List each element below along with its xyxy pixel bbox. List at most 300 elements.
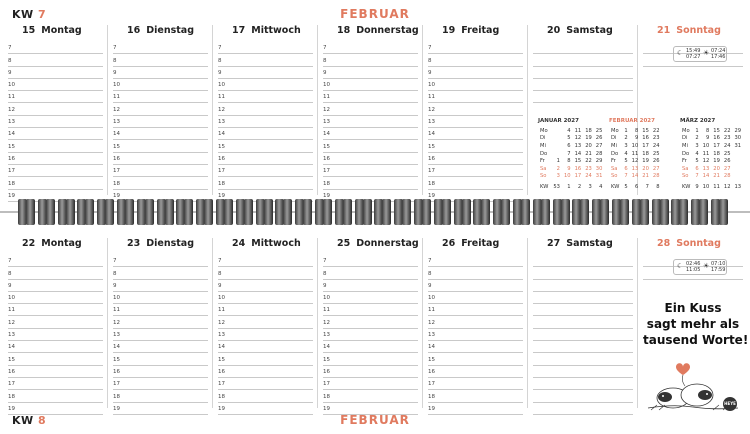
hour-label: 9 bbox=[218, 282, 222, 289]
hour-line[interactable] bbox=[8, 41, 103, 54]
spiral-coil bbox=[264, 199, 273, 225]
calendar-day: 17 bbox=[713, 142, 720, 149]
hour-line[interactable] bbox=[323, 66, 418, 79]
spiral-coil bbox=[165, 199, 174, 225]
hour-label: 10 bbox=[8, 82, 15, 89]
mini-calendar-title: FEBRUAR 2027 bbox=[609, 118, 655, 124]
hour-label: 16 bbox=[428, 368, 435, 375]
day-name: Sonntag bbox=[676, 238, 721, 249]
hour-line[interactable] bbox=[8, 352, 103, 365]
hour-line[interactable] bbox=[218, 303, 313, 316]
hour-line[interactable] bbox=[218, 291, 313, 304]
note-line[interactable] bbox=[533, 352, 633, 365]
hour-line[interactable] bbox=[428, 303, 523, 316]
note-line[interactable] bbox=[533, 365, 633, 378]
hour-line[interactable] bbox=[8, 164, 103, 177]
calendar-day: 25 bbox=[595, 127, 603, 134]
hour-line[interactable] bbox=[323, 139, 418, 152]
hour-line[interactable] bbox=[218, 139, 313, 152]
hour-label: 18 bbox=[8, 180, 15, 187]
mini-calendar bbox=[609, 118, 662, 191]
hour-line[interactable] bbox=[323, 389, 418, 402]
note-line[interactable] bbox=[533, 340, 633, 353]
hour-line[interactable] bbox=[323, 266, 418, 279]
hour-line[interactable] bbox=[428, 352, 523, 365]
calendar-day: 1 bbox=[624, 127, 628, 134]
day-column bbox=[428, 238, 523, 412]
hour-label: 7 bbox=[323, 258, 327, 265]
spiral-coil bbox=[66, 199, 75, 225]
hour-label: 18 bbox=[113, 393, 120, 400]
hour-label: 16 bbox=[218, 368, 225, 375]
hour-line[interactable] bbox=[113, 328, 208, 341]
calendar-day: 15 bbox=[713, 127, 720, 134]
day-column bbox=[218, 25, 313, 199]
hour-line[interactable] bbox=[218, 164, 313, 177]
hour-line[interactable] bbox=[323, 291, 418, 304]
hour-line[interactable] bbox=[323, 127, 418, 140]
calendar-day: 12 bbox=[702, 158, 710, 165]
hour-line[interactable] bbox=[428, 41, 523, 54]
hour-line[interactable] bbox=[113, 103, 208, 116]
hour-line[interactable] bbox=[8, 291, 103, 304]
moonrise-time: 02:46 bbox=[686, 261, 701, 267]
hour-line[interactable] bbox=[113, 90, 208, 103]
day-column bbox=[323, 25, 419, 199]
day-header bbox=[428, 238, 499, 254]
hour-line[interactable] bbox=[428, 266, 523, 279]
hour-line[interactable] bbox=[323, 365, 418, 378]
hour-line[interactable] bbox=[428, 340, 523, 353]
hour-label: 8 bbox=[218, 270, 222, 277]
hour-line[interactable] bbox=[8, 53, 103, 66]
calendar-day: 31 bbox=[734, 142, 742, 149]
calendar-day: 9 bbox=[705, 135, 710, 142]
hour-line[interactable] bbox=[218, 389, 313, 402]
calendar-day: 7 bbox=[695, 173, 699, 180]
calendar-day: 5 bbox=[695, 158, 699, 165]
spiral-coil bbox=[204, 199, 213, 225]
hour-label: 19 bbox=[8, 405, 15, 412]
hour-line[interactable] bbox=[218, 340, 313, 353]
hour-line[interactable] bbox=[113, 303, 208, 316]
weekday-label: Di bbox=[611, 135, 617, 142]
hour-label: 18 bbox=[8, 393, 15, 400]
hour-line[interactable] bbox=[8, 127, 103, 140]
calendar-day: 2 bbox=[556, 165, 560, 172]
hour-line[interactable] bbox=[323, 53, 418, 66]
hour-line[interactable] bbox=[8, 303, 103, 316]
hour-line[interactable] bbox=[428, 389, 523, 402]
hour-line[interactable] bbox=[218, 152, 313, 165]
calendar-day: 9 bbox=[634, 135, 639, 142]
hour-line[interactable] bbox=[428, 164, 523, 177]
calendar-day: 10 bbox=[631, 142, 639, 149]
spiral-binding bbox=[0, 199, 750, 225]
calendar-day: 29 bbox=[595, 158, 603, 165]
hour-line[interactable] bbox=[428, 291, 523, 304]
hour-label: 16 bbox=[323, 368, 330, 375]
calendar-day bbox=[551, 135, 562, 143]
hour-label: 10 bbox=[113, 295, 120, 302]
hour-line[interactable] bbox=[323, 164, 418, 177]
hour-line[interactable] bbox=[8, 66, 103, 79]
hour-line[interactable] bbox=[323, 90, 418, 103]
hour-label: 8 bbox=[113, 57, 117, 64]
hour-label: 19 bbox=[428, 192, 435, 199]
note-line[interactable] bbox=[533, 41, 633, 54]
day-header bbox=[113, 238, 194, 254]
calendar-day: 18 bbox=[713, 150, 720, 157]
hour-line[interactable] bbox=[323, 279, 418, 292]
calendar-day: 11 bbox=[702, 150, 710, 157]
hour-label: 18 bbox=[323, 180, 330, 187]
moonrise-time: 15:49 bbox=[686, 48, 701, 54]
hour-label: 17 bbox=[8, 381, 15, 388]
day-date: 21 bbox=[657, 25, 671, 36]
hour-label: 11 bbox=[323, 94, 330, 101]
month-title-top: FEBRUAR bbox=[340, 7, 410, 21]
week-number: 7 bbox=[645, 183, 649, 190]
calendar-day: 13 bbox=[574, 142, 582, 149]
hour-line[interactable] bbox=[113, 254, 208, 267]
spiral-coil bbox=[26, 199, 35, 225]
note-line[interactable] bbox=[533, 316, 633, 329]
hour-line[interactable] bbox=[8, 254, 103, 267]
note-line[interactable] bbox=[533, 53, 633, 66]
weekday-label: Mo bbox=[540, 127, 548, 134]
hour-line[interactable] bbox=[323, 340, 418, 353]
hour-line[interactable] bbox=[8, 328, 103, 341]
calendar-day: 14 bbox=[631, 173, 639, 180]
hour-label: 14 bbox=[113, 344, 120, 351]
hour-line[interactable] bbox=[323, 176, 418, 189]
hour-label: 17 bbox=[428, 168, 435, 175]
calendar-day: 25 bbox=[652, 150, 660, 157]
mini-calendar bbox=[680, 118, 743, 191]
hour-label: 10 bbox=[323, 295, 330, 302]
hour-line[interactable] bbox=[113, 152, 208, 165]
spiral-coil bbox=[462, 199, 471, 225]
calendar-day: 21 bbox=[642, 173, 649, 180]
hour-line[interactable] bbox=[323, 352, 418, 365]
hour-line[interactable] bbox=[218, 352, 313, 365]
hour-line[interactable] bbox=[428, 53, 523, 66]
month-title-bottom: FEBRUAR bbox=[340, 413, 410, 427]
hour-line[interactable] bbox=[218, 254, 313, 267]
day-date: 28 bbox=[657, 238, 671, 249]
day-column bbox=[8, 25, 103, 199]
spiral-coil bbox=[481, 199, 490, 225]
hour-line[interactable] bbox=[113, 340, 208, 353]
hour-line[interactable] bbox=[218, 90, 313, 103]
column-divider bbox=[527, 238, 528, 408]
calendar-day: 6 bbox=[695, 165, 699, 172]
calendar-day: 5 bbox=[567, 135, 571, 142]
spiral-coil bbox=[541, 199, 550, 225]
hour-label: 17 bbox=[323, 168, 330, 175]
week-number: 2 bbox=[577, 183, 582, 190]
hour-label: 9 bbox=[428, 282, 432, 289]
calendar-day: 18 bbox=[642, 150, 649, 157]
hour-line[interactable] bbox=[113, 279, 208, 292]
hour-line[interactable] bbox=[113, 139, 208, 152]
hour-line[interactable] bbox=[428, 365, 523, 378]
calendar-day: 20 bbox=[585, 142, 592, 149]
hour-label: 13 bbox=[218, 119, 225, 126]
hour-line[interactable] bbox=[113, 266, 208, 279]
calendar-day bbox=[551, 150, 562, 158]
hour-line[interactable] bbox=[218, 266, 313, 279]
hour-line[interactable] bbox=[113, 176, 208, 189]
quote-line: Ein Kuss bbox=[664, 301, 722, 315]
hour-line[interactable] bbox=[113, 115, 208, 128]
spiral-coil bbox=[580, 199, 589, 225]
calendar-day: 26 bbox=[723, 158, 731, 165]
day-header bbox=[218, 238, 301, 254]
week-number: 4 bbox=[599, 183, 603, 190]
hour-line[interactable] bbox=[323, 303, 418, 316]
hour-line[interactable] bbox=[113, 389, 208, 402]
hour-line[interactable] bbox=[428, 115, 523, 128]
day-date: 26 bbox=[442, 238, 456, 249]
calendar-day: 3 bbox=[624, 142, 628, 149]
hour-line[interactable] bbox=[428, 152, 523, 165]
hour-label: 18 bbox=[113, 180, 120, 187]
spiral-coil bbox=[224, 199, 233, 225]
hour-label: 10 bbox=[218, 295, 225, 302]
week-number: 3 bbox=[588, 183, 592, 190]
calendar-day: 26 bbox=[595, 135, 603, 142]
note-line[interactable] bbox=[533, 254, 633, 267]
hour-line[interactable] bbox=[218, 365, 313, 378]
calendar-day: 29 bbox=[734, 127, 742, 134]
hour-label: 15 bbox=[8, 143, 15, 150]
hour-line[interactable] bbox=[113, 41, 208, 54]
kw-label: KW bbox=[540, 183, 549, 190]
day-date: 20 bbox=[547, 25, 561, 36]
hour-line[interactable] bbox=[113, 78, 208, 91]
hour-line[interactable] bbox=[218, 78, 313, 91]
calendar-day: 23 bbox=[723, 135, 731, 142]
note-line[interactable] bbox=[533, 279, 633, 292]
calendar-day: 26 bbox=[652, 158, 660, 165]
publisher-logo: HEYE bbox=[723, 397, 737, 411]
day-date: 23 bbox=[127, 238, 141, 249]
hour-line[interactable] bbox=[8, 176, 103, 189]
calendar-day: 20 bbox=[642, 165, 649, 172]
hour-line[interactable] bbox=[218, 328, 313, 341]
note-line[interactable] bbox=[533, 90, 633, 103]
day-name: Mittwoch bbox=[251, 238, 301, 249]
spiral-coil bbox=[521, 199, 530, 225]
hour-label: 13 bbox=[8, 332, 15, 339]
hour-label: 15 bbox=[218, 356, 225, 363]
hour-line[interactable] bbox=[8, 90, 103, 103]
weekday-label: Mi bbox=[540, 142, 546, 149]
calendar-day: 15 bbox=[574, 158, 582, 165]
hour-label: 9 bbox=[428, 69, 432, 76]
calendar-day: 14 bbox=[574, 150, 582, 157]
hour-line[interactable] bbox=[8, 377, 103, 390]
hour-line[interactable] bbox=[8, 316, 103, 329]
day-header bbox=[8, 25, 82, 41]
hour-line[interactable] bbox=[8, 103, 103, 116]
note-line[interactable] bbox=[533, 266, 633, 279]
spiral-coil bbox=[244, 199, 253, 225]
hour-line[interactable] bbox=[323, 328, 418, 341]
hour-line[interactable] bbox=[428, 127, 523, 140]
calendar-day bbox=[733, 150, 744, 158]
hour-label: 14 bbox=[218, 131, 225, 138]
hour-line[interactable] bbox=[113, 352, 208, 365]
note-line[interactable] bbox=[533, 66, 633, 79]
day-column bbox=[113, 238, 208, 412]
hour-label: 15 bbox=[323, 356, 330, 363]
day-column bbox=[323, 238, 419, 412]
hour-line[interactable] bbox=[8, 266, 103, 279]
hour-line[interactable] bbox=[113, 291, 208, 304]
calendar-day: 16 bbox=[642, 135, 649, 142]
calendar-day: 31 bbox=[595, 173, 603, 180]
hour-line[interactable] bbox=[8, 365, 103, 378]
hour-line[interactable] bbox=[218, 41, 313, 54]
column-divider bbox=[637, 238, 638, 408]
day-name: Samstag bbox=[566, 238, 613, 249]
hour-line[interactable] bbox=[218, 377, 313, 390]
note-line[interactable] bbox=[533, 78, 633, 91]
hour-line[interactable] bbox=[113, 316, 208, 329]
hour-line[interactable] bbox=[428, 90, 523, 103]
hour-label: 13 bbox=[428, 119, 435, 126]
day-name: Montag bbox=[41, 25, 82, 36]
calendar-day: 1 bbox=[695, 127, 699, 134]
calendar-day bbox=[733, 173, 744, 181]
spiral-coil bbox=[402, 199, 411, 225]
week-number: 12 bbox=[723, 183, 731, 190]
hour-line[interactable] bbox=[8, 279, 103, 292]
hour-line[interactable] bbox=[218, 279, 313, 292]
spiral-coil bbox=[85, 199, 94, 225]
hour-label: 7 bbox=[8, 258, 12, 265]
hour-line[interactable] bbox=[218, 127, 313, 140]
hour-line[interactable] bbox=[323, 115, 418, 128]
hour-line[interactable] bbox=[428, 66, 523, 79]
sunrise-time: 07:24 bbox=[711, 48, 726, 54]
hour-line[interactable] bbox=[323, 254, 418, 267]
kw-label: KW bbox=[12, 8, 34, 21]
note-line[interactable] bbox=[533, 328, 633, 341]
hour-line[interactable] bbox=[113, 53, 208, 66]
hour-line[interactable] bbox=[8, 152, 103, 165]
hour-line[interactable] bbox=[8, 115, 103, 128]
kw-number: 7 bbox=[38, 8, 47, 21]
weekday-label: Mo bbox=[682, 127, 690, 134]
spiral-coil bbox=[679, 199, 688, 225]
day-header bbox=[533, 238, 613, 254]
hour-line[interactable] bbox=[113, 127, 208, 140]
hour-line[interactable] bbox=[323, 78, 418, 91]
calendar-day: 17 bbox=[642, 142, 649, 149]
day-name: Dienstag bbox=[146, 238, 194, 249]
hour-line[interactable] bbox=[8, 139, 103, 152]
hour-line[interactable] bbox=[113, 66, 208, 79]
hour-line[interactable] bbox=[323, 103, 418, 116]
hour-label: 9 bbox=[113, 282, 117, 289]
hour-line[interactable] bbox=[428, 328, 523, 341]
spiral-coil bbox=[105, 199, 114, 225]
hour-line[interactable] bbox=[218, 176, 313, 189]
hour-line[interactable] bbox=[218, 316, 313, 329]
hour-line[interactable] bbox=[323, 316, 418, 329]
hour-label: 15 bbox=[113, 143, 120, 150]
hour-line[interactable] bbox=[428, 316, 523, 329]
note-line[interactable] bbox=[533, 303, 633, 316]
hour-line[interactable] bbox=[218, 66, 313, 79]
hour-line[interactable] bbox=[428, 78, 523, 91]
hour-line[interactable] bbox=[218, 115, 313, 128]
hour-line[interactable] bbox=[113, 365, 208, 378]
hour-line[interactable] bbox=[323, 377, 418, 390]
hour-label: 11 bbox=[113, 307, 120, 314]
hour-label: 13 bbox=[428, 332, 435, 339]
hour-line[interactable] bbox=[428, 176, 523, 189]
note-line[interactable] bbox=[533, 291, 633, 304]
day-name: Montag bbox=[41, 238, 82, 249]
hour-label: 18 bbox=[428, 393, 435, 400]
heart-icon bbox=[676, 363, 690, 375]
quote-line: sagt mehr als bbox=[646, 317, 740, 331]
hour-label: 12 bbox=[323, 106, 330, 113]
hour-line[interactable] bbox=[218, 103, 313, 116]
hour-line[interactable] bbox=[8, 340, 103, 353]
calendar-day: 27 bbox=[595, 142, 603, 149]
hour-label: 16 bbox=[218, 155, 225, 162]
hour-line[interactable] bbox=[428, 254, 523, 267]
hour-label: 7 bbox=[113, 45, 117, 52]
hour-line[interactable] bbox=[113, 164, 208, 177]
spiral-coil bbox=[283, 199, 292, 225]
hour-line[interactable] bbox=[8, 389, 103, 402]
note-line[interactable] bbox=[533, 389, 633, 402]
week-number: 53 bbox=[553, 183, 560, 190]
hour-line[interactable] bbox=[323, 152, 418, 165]
hour-line[interactable] bbox=[218, 53, 313, 66]
day-header bbox=[8, 238, 82, 254]
hour-line[interactable] bbox=[113, 377, 208, 390]
note-line[interactable] bbox=[533, 377, 633, 390]
hour-line[interactable] bbox=[428, 377, 523, 390]
hour-line[interactable] bbox=[428, 139, 523, 152]
calendar-day bbox=[551, 142, 562, 150]
week-number: 9 bbox=[695, 183, 699, 190]
hour-label: 16 bbox=[113, 155, 120, 162]
hour-line[interactable] bbox=[428, 103, 523, 116]
day-name: Donnerstag bbox=[356, 25, 419, 36]
hour-label: 8 bbox=[428, 57, 432, 64]
hour-line[interactable] bbox=[428, 279, 523, 292]
calendar-day: 27 bbox=[723, 165, 731, 172]
calendar-day: 7 bbox=[567, 150, 571, 157]
hour-label: 10 bbox=[428, 82, 435, 89]
week-number: 1 bbox=[567, 183, 571, 190]
weekday-label: So bbox=[611, 173, 618, 180]
hour-line[interactable] bbox=[8, 78, 103, 91]
hour-label: 10 bbox=[8, 295, 15, 302]
hour-line[interactable] bbox=[323, 41, 418, 54]
calendar-day: 11 bbox=[631, 150, 639, 157]
spiral-coil bbox=[699, 199, 708, 225]
